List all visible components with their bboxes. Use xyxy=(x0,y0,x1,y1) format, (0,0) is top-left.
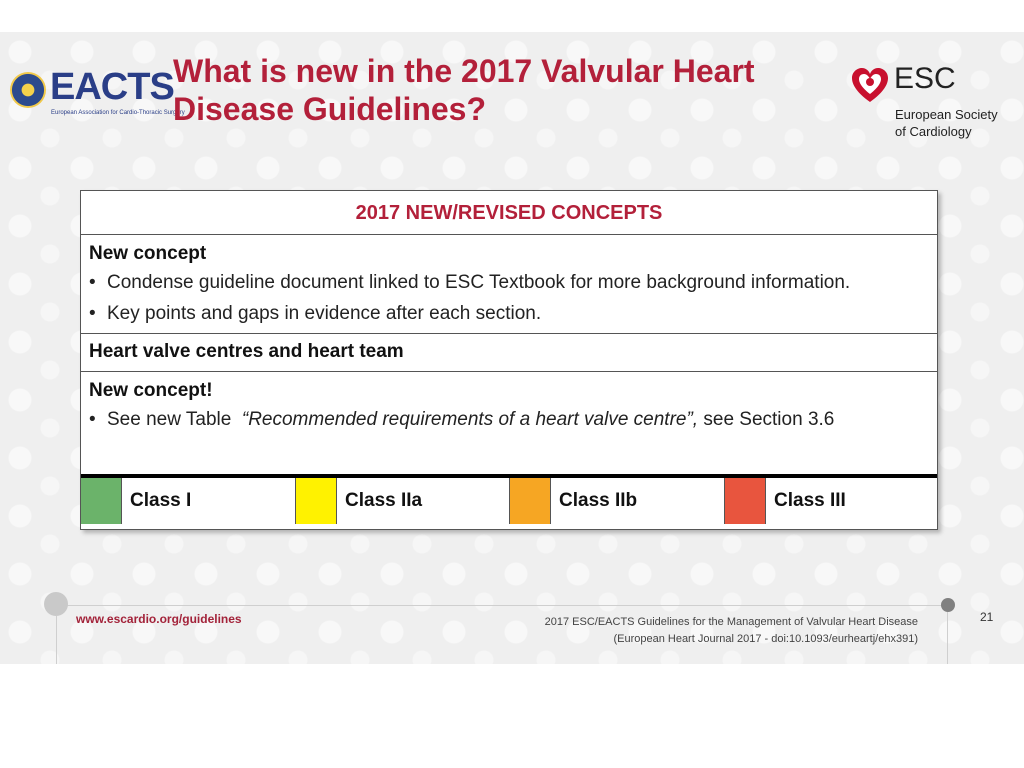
page-number: 21 xyxy=(980,610,994,624)
legend-label: Class III xyxy=(774,490,846,511)
bullet-item: • See new Table “Recommended requirements of a heart valve centre”, see Section 3.6 xyxy=(89,409,835,430)
citation-line-2: (European Heart Journal 2017 - doi:10.1093/eurheartj/ehx391) xyxy=(613,633,918,645)
legend-label: Class IIa xyxy=(345,490,423,511)
citation-line-1: 2017 ESC/EACTS Guidelines for the Management of Valvular Heart Disease xyxy=(544,616,918,628)
legend-class-iia xyxy=(295,478,509,524)
bullet-suffix: see Section 3.6 xyxy=(698,409,835,430)
esc-name xyxy=(895,106,998,140)
eacts-logo xyxy=(8,66,185,140)
legend-swatch-orange xyxy=(510,478,551,524)
footer-left-dot xyxy=(44,592,68,616)
concepts-table-heading: 2017 NEW/REVISED CONCEPTS xyxy=(81,191,937,235)
legend-label: Class I xyxy=(130,490,192,511)
eacts-subtitle: European Association for Cardio-Thoracic Surgery xyxy=(51,110,185,116)
esc-wordmark: ESC xyxy=(894,62,956,95)
legend-swatch-green xyxy=(81,478,122,524)
section-new-concept xyxy=(81,235,937,334)
bullet-text: Key points and gaps in evidence after each section. xyxy=(107,303,542,324)
esc-logo xyxy=(848,62,1018,146)
esc-heart-icon xyxy=(850,66,890,106)
bullet-prefix: See new Table xyxy=(107,409,232,430)
slide-title xyxy=(173,52,833,128)
bullet-item: • Condense guideline document linked to ESC Textbook for more background information. xyxy=(89,272,851,293)
bullet-italic-title: “Recommended requirements of a heart valve centre”, xyxy=(241,409,699,430)
section-heart-valve-centres xyxy=(81,334,937,372)
title-line-2: Disease Guidelines? xyxy=(173,91,487,127)
concepts-table xyxy=(80,190,938,530)
title-line-1: What is new in the 2017 Valvular Heart xyxy=(173,53,755,89)
footer-right-dot xyxy=(941,598,955,612)
bullet-item: • Key points and gaps in evidence after each section. xyxy=(89,303,542,324)
legend-class-i xyxy=(81,478,295,524)
section-title: New concept xyxy=(89,243,207,264)
legend-label: Class IIb xyxy=(559,490,638,511)
footer-divider xyxy=(56,605,946,606)
legend-class-iii xyxy=(724,478,937,524)
slide xyxy=(0,32,1024,664)
section-title: New concept! xyxy=(89,380,213,401)
class-legend xyxy=(81,478,937,524)
footer-url-link[interactable]: www.escardio.org/guidelines xyxy=(76,612,242,626)
footer-right-rule xyxy=(947,612,948,664)
eacts-wordmark: EACTS xyxy=(50,66,174,108)
bullet-text: Condense guideline document linked to ESC Textbook for more background information. xyxy=(107,272,851,293)
esc-name-line-2: of Cardiology xyxy=(895,124,972,139)
section-new-concept-2 xyxy=(81,372,937,478)
section-title: Heart valve centres and heart team xyxy=(89,341,404,362)
legend-swatch-yellow xyxy=(296,478,337,524)
footer-citation xyxy=(470,614,918,648)
legend-swatch-red xyxy=(725,478,766,524)
eacts-seal-icon xyxy=(10,72,46,108)
footer-left-rule xyxy=(56,616,57,664)
esc-name-line-1: European Society xyxy=(895,107,998,122)
legend-class-iib xyxy=(509,478,724,524)
